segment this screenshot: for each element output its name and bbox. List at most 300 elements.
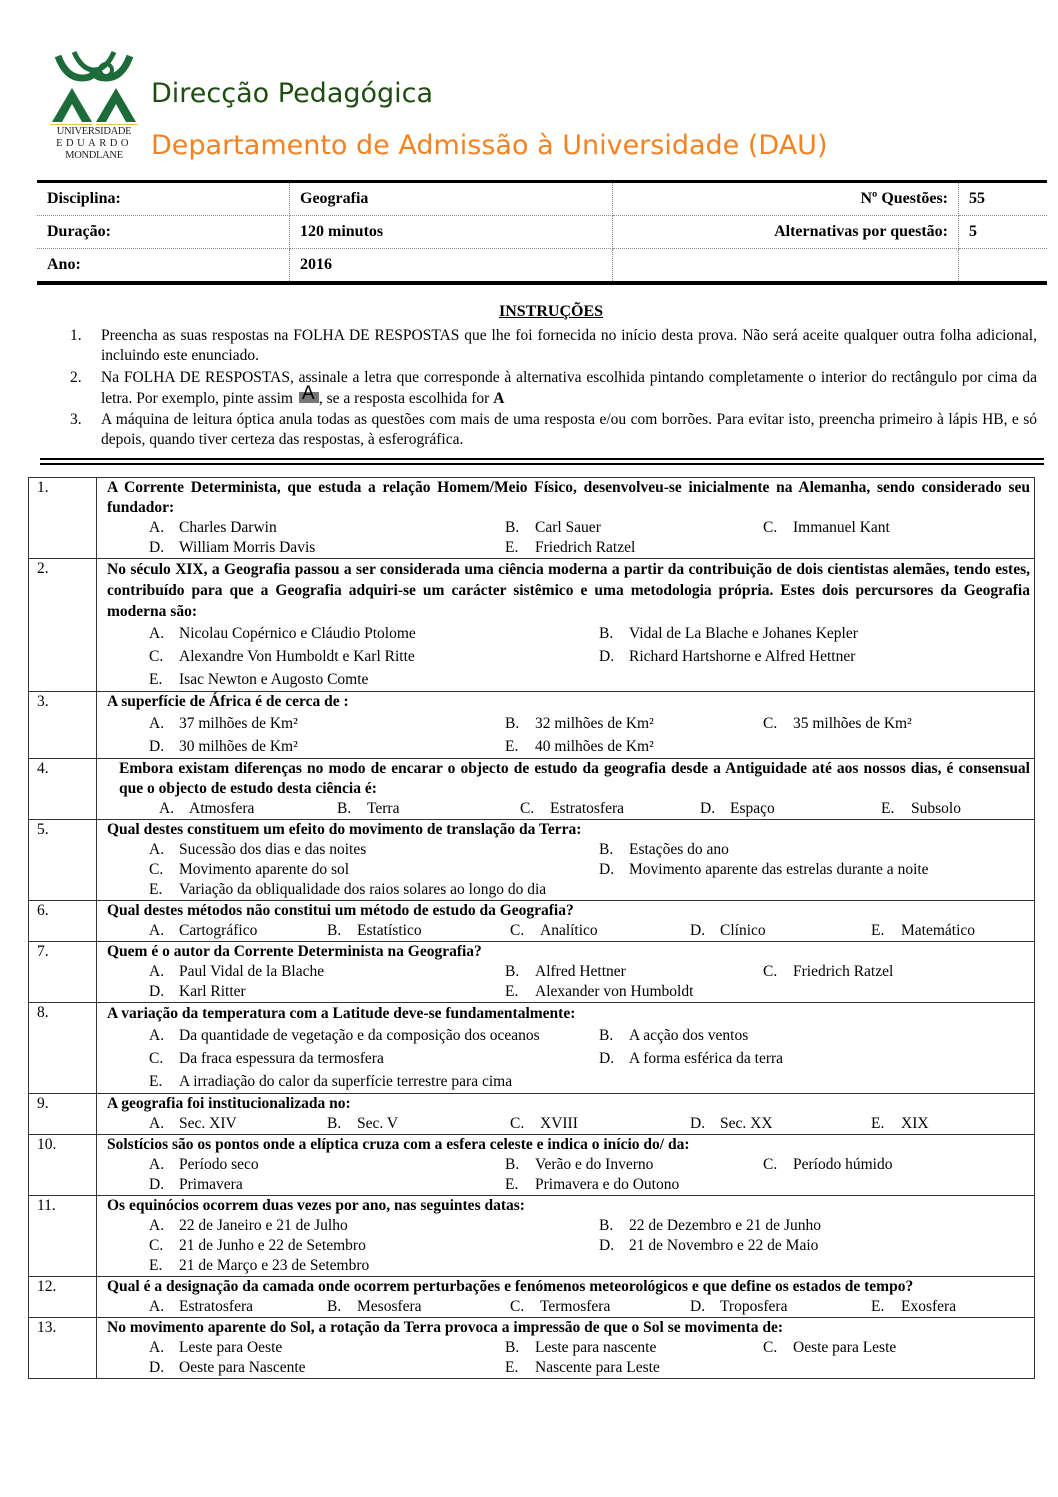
option-text: A forma esférica da terra xyxy=(629,1050,784,1067)
option-letter: A. xyxy=(149,963,165,980)
option-text: Primavera e do Outono xyxy=(535,1176,680,1193)
info-row xyxy=(37,249,1047,284)
option-text: XIX xyxy=(901,1115,929,1132)
option-text: Carl Sauer xyxy=(535,519,601,536)
options-list xyxy=(107,962,1030,1002)
option-letter: B. xyxy=(505,715,520,732)
option-letter: D. xyxy=(149,738,165,755)
instructions-list xyxy=(65,326,1037,450)
answer-option[interactable] xyxy=(505,1155,763,1175)
option-letter: E. xyxy=(871,1115,885,1132)
option-text: Leste para nascente xyxy=(535,1339,657,1356)
answer-option[interactable] xyxy=(763,518,1030,538)
option-letter: B. xyxy=(599,625,614,642)
answer-option[interactable] xyxy=(159,799,337,819)
option-text: Matemático xyxy=(901,922,976,939)
option-text: Sec. V xyxy=(357,1115,399,1132)
answer-option[interactable] xyxy=(149,518,505,538)
option-letter: E. xyxy=(149,671,163,688)
question-number: 4. xyxy=(29,759,97,820)
question-row xyxy=(29,942,1035,1003)
option-text: Alexander von Humboldt xyxy=(535,983,694,1000)
options-list xyxy=(107,622,1030,691)
answer-option[interactable] xyxy=(149,712,505,735)
option-text: Termosfera xyxy=(540,1298,611,1315)
option-letter: D. xyxy=(690,1115,706,1132)
answer-option[interactable] xyxy=(149,1338,505,1358)
option-text: William Morris Davis xyxy=(179,539,316,556)
questions-table xyxy=(28,477,1035,1379)
option-letter: E. xyxy=(505,738,519,755)
option-letter: A. xyxy=(149,1156,165,1173)
option-text: A acção dos ventos xyxy=(629,1027,749,1044)
question-body xyxy=(97,901,1035,942)
options-list xyxy=(107,1155,1030,1195)
question-number: 5. xyxy=(29,820,97,901)
answer-option[interactable] xyxy=(149,921,327,941)
answer-option[interactable] xyxy=(871,1114,1030,1134)
option-text: Sucessão dos dias e das noites xyxy=(179,841,367,858)
question-row xyxy=(29,1196,1035,1277)
info-row xyxy=(37,216,1047,249)
option-text: Immanuel Kant xyxy=(793,519,890,536)
option-text: Vidal de La Blache e Johanes Kepler xyxy=(629,625,858,642)
option-letter: B. xyxy=(599,1027,614,1044)
option-text: Terra xyxy=(367,800,400,817)
option-letter: A. xyxy=(149,1115,165,1132)
answer-option[interactable] xyxy=(599,1024,1030,1047)
option-text: 21 de Junho e 22 de Setembro xyxy=(179,1237,366,1254)
option-text: Paul Vidal de la Blache xyxy=(179,963,325,980)
options-list xyxy=(107,1024,1030,1093)
option-letter: A. xyxy=(149,1339,165,1356)
option-text: Espaço xyxy=(730,800,775,817)
question-text: Qual é a designação da camada onde ocorrem perturbações e fenómenos meteorológicos e que define os estados de tempo? xyxy=(107,1278,914,1295)
options-list xyxy=(107,1114,1030,1134)
question-row xyxy=(29,1277,1035,1318)
option-text: Oeste para Nascente xyxy=(179,1359,306,1376)
question-row xyxy=(29,901,1035,942)
answer-option[interactable] xyxy=(505,1358,763,1378)
option-text: Verão e do Inverno xyxy=(535,1156,654,1173)
option-text: 40 milhões de Km² xyxy=(535,738,654,755)
answer-option[interactable] xyxy=(149,735,505,758)
option-letter: D. xyxy=(690,922,706,939)
question-number: 12. xyxy=(29,1277,97,1318)
option-letter: B. xyxy=(505,963,520,980)
options-list xyxy=(107,1216,1030,1276)
question-body xyxy=(97,1003,1035,1094)
option-letter: E. xyxy=(505,539,519,556)
answer-option[interactable] xyxy=(149,1024,599,1047)
info-value: Geografia xyxy=(290,182,613,216)
option-letter: D. xyxy=(149,983,165,1000)
logo-line-3: MONDLANE xyxy=(65,150,123,161)
option-letter: B. xyxy=(337,800,352,817)
option-text: 22 de Dezembro e 21 de Junho xyxy=(629,1217,821,1234)
question-text: A Corrente Determinista, que estuda a relação Homem/Meio Físico, desenvolveu-se inicialmente na Alemanha, sendo considerado seu fundador: xyxy=(107,479,1030,516)
options-list xyxy=(107,799,1030,819)
answer-option[interactable] xyxy=(763,1338,1030,1358)
question-number: 13. xyxy=(29,1318,97,1379)
question-row xyxy=(29,1135,1035,1196)
option-letter: C. xyxy=(763,963,778,980)
logo-line-2: EDUARDO xyxy=(56,138,132,149)
option-text: Leste para Oeste xyxy=(179,1339,283,1356)
option-text: 30 milhões de Km² xyxy=(179,738,298,755)
option-letter: A. xyxy=(149,922,165,939)
logo-text xyxy=(48,126,140,162)
option-text: Movimento aparente das estrelas durante a noite xyxy=(629,861,929,878)
answer-option[interactable] xyxy=(149,880,599,900)
option-letter: C. xyxy=(149,1237,164,1254)
option-letter: E. xyxy=(881,800,895,817)
question-body xyxy=(97,478,1035,559)
instruction-number: 1. xyxy=(70,327,82,344)
sample-letter: A xyxy=(301,383,315,404)
header-subtitle: Departamento de Admissão à Universidade (DAU) xyxy=(151,130,828,161)
option-text: Troposfera xyxy=(720,1298,788,1315)
instructions-section xyxy=(65,302,1037,451)
question-text: A superfície de África é de cerca de : xyxy=(107,693,349,710)
option-letter: B. xyxy=(599,1217,614,1234)
option-letter: E. xyxy=(149,881,163,898)
info-label: Disciplina: xyxy=(37,182,290,216)
answer-option[interactable] xyxy=(149,1236,599,1256)
option-letter: D. xyxy=(700,800,716,817)
option-letter: A. xyxy=(149,625,165,642)
double-divider xyxy=(40,458,1044,465)
instruction-text: Na FOLHA DE RESPOSTAS, assinale a letra que corresponde à alternativa escolhida pintando completamente o interior do rectângulo por cima da letra. Por exemplo, pinte assim xyxy=(101,369,1037,407)
answer-option[interactable] xyxy=(337,799,520,819)
question-body xyxy=(97,559,1035,692)
answer-option[interactable] xyxy=(881,799,1030,819)
answer-option[interactable] xyxy=(763,712,1030,735)
question-text: No século XIX, a Geografia passou a ser considerada uma ciência moderna a partir da contribuição de dois cientistas alemães, tendo estes, contribuído para que a Geografia adquiri-se um carácter sistêmico e uma metodologia própria. Estes dois percursores da Geografia moderna são: xyxy=(107,561,1030,620)
page-header xyxy=(48,48,1008,173)
answer-option[interactable] xyxy=(149,1256,599,1276)
question-body xyxy=(97,1318,1035,1379)
option-letter: C. xyxy=(510,1298,525,1315)
answer-option[interactable] xyxy=(505,735,763,758)
answer-option[interactable] xyxy=(763,962,1030,982)
info-label: Duração: xyxy=(37,216,290,249)
option-text: Da quantidade de vegetação e da composição dos oceanos xyxy=(179,1027,540,1044)
info-row xyxy=(37,182,1047,216)
question-row xyxy=(29,559,1035,692)
answer-option[interactable] xyxy=(149,1070,599,1093)
option-text: Atmosfera xyxy=(189,800,255,817)
answer-option[interactable] xyxy=(327,921,510,941)
answer-option[interactable] xyxy=(149,538,505,558)
info-label: Alternativas por questão: xyxy=(613,216,959,249)
question-body xyxy=(97,1094,1035,1135)
option-text: XVIII xyxy=(540,1115,578,1132)
option-text: Nascente para Leste xyxy=(535,1359,660,1376)
option-letter: D. xyxy=(599,648,615,665)
answer-option[interactable] xyxy=(599,645,1030,668)
option-letter: D. xyxy=(599,1237,615,1254)
option-text: 37 milhões de Km² xyxy=(179,715,298,732)
option-text: Subsolo xyxy=(911,800,961,817)
option-letter: B. xyxy=(505,1339,520,1356)
option-text: Nicolau Copérnico e Cláudio Ptolome xyxy=(179,625,416,642)
question-row xyxy=(29,1094,1035,1135)
instruction-text: Preencha as suas respostas na FOLHA DE RESPOSTAS que lhe foi fornecida no início desta prova. Não será aceite qualquer outra folha adicional, incluindo este enunciado. xyxy=(101,327,1037,364)
question-body xyxy=(97,820,1035,901)
option-letter: B. xyxy=(327,1115,342,1132)
option-text: Friedrich Ratzel xyxy=(793,963,894,980)
option-letter: B. xyxy=(327,922,342,939)
answer-option[interactable] xyxy=(149,668,599,691)
question-text: Os equinócios ocorrem duas vezes por ano, nas seguintes datas: xyxy=(107,1197,525,1214)
option-letter: C. xyxy=(510,922,525,939)
answer-option[interactable] xyxy=(505,982,763,1002)
exam-info-table xyxy=(37,180,1047,285)
option-text: Movimento aparente do sol xyxy=(179,861,350,878)
question-text: A variação da temperatura com a Latitude deve-se fundamentalmente: xyxy=(107,1005,576,1022)
answer-option[interactable] xyxy=(149,1216,599,1236)
info-value: 55 xyxy=(959,182,1048,216)
info-label xyxy=(613,249,959,284)
answer-option[interactable] xyxy=(871,921,1030,941)
option-letter: E. xyxy=(505,983,519,1000)
option-letter: B. xyxy=(327,1298,342,1315)
answer-option[interactable] xyxy=(149,1155,505,1175)
option-letter: A. xyxy=(149,519,165,536)
option-letter: C. xyxy=(763,715,778,732)
answer-option[interactable] xyxy=(599,840,1030,860)
info-value: 5 xyxy=(959,216,1048,249)
question-number: 9. xyxy=(29,1094,97,1135)
option-text: 35 milhões de Km² xyxy=(793,715,912,732)
option-text: Sec. XX xyxy=(720,1115,773,1132)
question-body xyxy=(97,692,1035,759)
options-list xyxy=(107,1297,1030,1317)
answer-option[interactable] xyxy=(690,1114,871,1134)
option-letter: E. xyxy=(871,922,885,939)
answer-option[interactable] xyxy=(149,1047,599,1070)
info-label: Nº Questões: xyxy=(613,182,959,216)
option-text: Variação da obliqualidade dos raios solares ao longo do dia xyxy=(179,881,547,898)
answer-option[interactable] xyxy=(763,1155,1030,1175)
option-text: Período seco xyxy=(179,1156,259,1173)
answer-option[interactable] xyxy=(505,538,763,558)
university-logo xyxy=(48,48,140,170)
instruction-text: A máquina de leitura óptica anula todas as questões com mais de uma resposta e/ou com borrões. Para evitar isto, preencha primeiro à lápis HB, e só depois, quando tiver certeza das respostas, à esferográfica. xyxy=(101,411,1037,448)
option-letter: B. xyxy=(505,1156,520,1173)
answer-option[interactable] xyxy=(505,712,763,735)
question-row xyxy=(29,1003,1035,1094)
option-text: Sec. XIV xyxy=(179,1115,237,1132)
answer-option[interactable] xyxy=(149,860,599,880)
instructions-heading: INSTRUÇÕES xyxy=(498,303,604,320)
option-letter: C. xyxy=(763,519,778,536)
question-number: 11. xyxy=(29,1196,97,1277)
option-letter: D. xyxy=(149,1359,165,1376)
question-body xyxy=(97,1196,1035,1277)
answer-option[interactable] xyxy=(505,1338,763,1358)
option-letter: A. xyxy=(159,800,175,817)
info-value: 2016 xyxy=(290,249,613,284)
option-text: Cartográfico xyxy=(179,922,258,939)
answer-option[interactable] xyxy=(871,1297,1030,1317)
instruction-item xyxy=(65,410,1037,450)
option-letter: C. xyxy=(149,1050,164,1067)
option-letter: C. xyxy=(510,1115,525,1132)
question-number: 10. xyxy=(29,1135,97,1196)
option-letter: E. xyxy=(505,1176,519,1193)
option-letter: E. xyxy=(149,1257,163,1274)
option-letter: C. xyxy=(149,648,164,665)
answer-option[interactable] xyxy=(505,962,763,982)
question-text: Qual destes constituem um efeito do movimento de translação da Terra: xyxy=(107,821,582,838)
question-text: No movimento aparente do Sol, a rotação da Terra provoca a impressão de que o Sol se movimenta de: xyxy=(107,1319,784,1336)
option-text: Estratosfera xyxy=(550,800,625,817)
question-body xyxy=(97,759,1035,820)
option-text: Período húmido xyxy=(793,1156,893,1173)
answer-option[interactable] xyxy=(690,921,871,941)
option-letter: E. xyxy=(871,1298,885,1315)
option-text: A irradiação do calor da superfície terrestre para cima xyxy=(179,1073,513,1090)
option-text: Richard Hartshorne e Alfred Hettner xyxy=(629,648,856,665)
option-text: Alexandre Von Humboldt e Karl Ritte xyxy=(179,648,415,665)
question-number: 8. xyxy=(29,1003,97,1094)
answer-option[interactable] xyxy=(599,622,1030,645)
option-letter: C. xyxy=(763,1156,778,1173)
question-row xyxy=(29,759,1035,820)
question-text: Solstícios são os pontos onde a elíptica cruza com a esfera celeste e indica o início do/ da: xyxy=(107,1136,690,1153)
answer-option[interactable] xyxy=(700,799,881,819)
option-text: Clínico xyxy=(720,922,766,939)
option-letter: A. xyxy=(149,841,165,858)
answer-option[interactable] xyxy=(599,1236,1030,1256)
answer-option[interactable] xyxy=(149,840,599,860)
info-value xyxy=(959,249,1048,284)
answer-option[interactable] xyxy=(505,518,763,538)
question-row xyxy=(29,820,1035,901)
option-letter: D. xyxy=(149,1176,165,1193)
question-text: Quem é o autor da Corrente Determinista na Geografia? xyxy=(107,943,482,960)
options-list xyxy=(107,1338,1030,1378)
instruction-item xyxy=(65,367,1037,409)
instruction-number: 2. xyxy=(70,369,82,386)
option-letter: A. xyxy=(149,715,165,732)
options-list xyxy=(107,712,1030,758)
header-title: Direcção Pedagógica xyxy=(151,78,434,109)
option-letter: A. xyxy=(149,1027,165,1044)
answer-option[interactable] xyxy=(149,1358,505,1378)
answer-option[interactable] xyxy=(327,1114,510,1134)
answer-option[interactable] xyxy=(510,1114,690,1134)
option-text: 32 milhões de Km² xyxy=(535,715,654,732)
question-number: 7. xyxy=(29,942,97,1003)
answer-option[interactable] xyxy=(599,1047,1030,1070)
option-letter: D. xyxy=(149,539,165,556)
answer-option[interactable] xyxy=(149,1297,327,1317)
answer-option[interactable] xyxy=(149,962,505,982)
question-row xyxy=(29,692,1035,759)
answer-option[interactable] xyxy=(149,645,599,668)
option-text: Alfred Hettner xyxy=(535,963,626,980)
option-text: Analítico xyxy=(540,922,598,939)
option-text: Primavera xyxy=(179,1176,243,1193)
option-text: 22 de Janeiro e 21 de Julho xyxy=(179,1217,348,1234)
option-text: Da fraca espessura da termosfera xyxy=(179,1050,384,1067)
option-text: Estratosfera xyxy=(179,1298,254,1315)
answer-option[interactable] xyxy=(599,1216,1030,1236)
option-letter: B. xyxy=(599,841,614,858)
option-letter: A. xyxy=(149,1298,165,1315)
question-row xyxy=(29,478,1035,559)
answer-option[interactable] xyxy=(149,1114,327,1134)
question-row xyxy=(29,1318,1035,1379)
question-body xyxy=(97,1277,1035,1318)
instruction-text: , se a resposta escolhida for xyxy=(318,390,494,407)
option-text: Isac Newton e Augosto Comte xyxy=(179,671,369,688)
option-text: Estações do ano xyxy=(629,841,729,858)
logo-emblem-icon xyxy=(48,48,140,126)
answer-option[interactable] xyxy=(505,1175,763,1195)
option-text: 21 de Novembro e 22 de Maio xyxy=(629,1237,819,1254)
option-letter: D. xyxy=(599,1050,615,1067)
option-letter: C. xyxy=(149,861,164,878)
option-text: Karl Ritter xyxy=(179,983,246,1000)
info-label: Ano: xyxy=(37,249,290,284)
filled-box-sample-icon xyxy=(297,383,319,405)
instruction-item xyxy=(65,326,1037,366)
question-body xyxy=(97,942,1035,1003)
option-text: Friedrich Ratzel xyxy=(535,539,636,556)
question-number: 6. xyxy=(29,901,97,942)
answer-option[interactable] xyxy=(149,982,505,1002)
option-text: Estatístico xyxy=(357,922,422,939)
option-letter: A. xyxy=(149,1217,165,1234)
question-text: A geografia foi institucionalizada no: xyxy=(107,1095,351,1112)
option-letter: E. xyxy=(149,1073,163,1090)
instruction-number: 3. xyxy=(70,411,82,428)
instruction-bold-letter: A xyxy=(493,390,505,407)
option-text: Charles Darwin xyxy=(179,519,277,536)
answer-option[interactable] xyxy=(599,860,1030,880)
question-number: 3. xyxy=(29,692,97,759)
logo-line-1: UNIVERSIDADE xyxy=(56,126,132,137)
answer-option[interactable] xyxy=(510,1297,690,1317)
option-letter: D. xyxy=(599,861,615,878)
option-text: 21 de Março e 23 de Setembro xyxy=(179,1257,370,1274)
question-number: 2. xyxy=(29,559,97,692)
options-list xyxy=(107,840,1030,900)
option-text: Exosfera xyxy=(901,1298,957,1315)
option-letter: C. xyxy=(520,800,535,817)
answer-option[interactable] xyxy=(510,921,690,941)
answer-option[interactable] xyxy=(149,622,599,645)
options-list xyxy=(107,518,1030,558)
option-letter: E. xyxy=(505,1359,519,1376)
answer-option[interactable] xyxy=(327,1297,510,1317)
options-list xyxy=(107,921,1030,941)
info-value: 120 minutos xyxy=(290,216,613,249)
answer-option[interactable] xyxy=(520,799,700,819)
question-number: 1. xyxy=(29,478,97,559)
option-text: Oeste para Leste xyxy=(793,1339,897,1356)
questions-body xyxy=(29,478,1035,1379)
answer-option[interactable] xyxy=(690,1297,871,1317)
option-letter: C. xyxy=(763,1339,778,1356)
question-text: Embora existam diferenças no modo de encarar o objecto de estudo da geografia desde a Antiguidade até aos nossos dias, é consensual que o objecto de estudo desta ciência é: xyxy=(119,760,1030,797)
answer-option[interactable] xyxy=(149,1175,505,1195)
question-body xyxy=(97,1135,1035,1196)
